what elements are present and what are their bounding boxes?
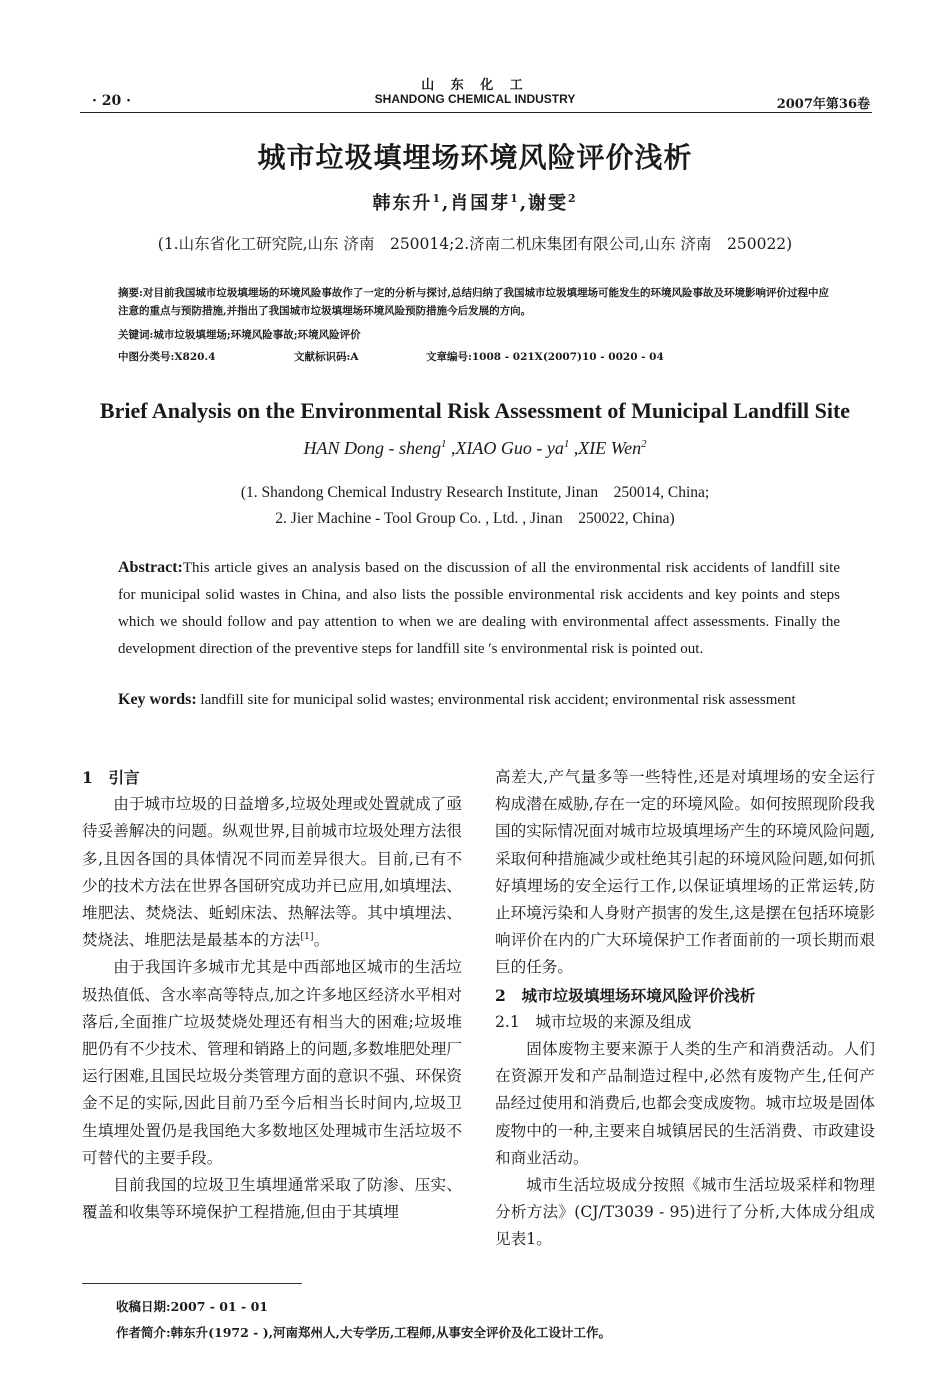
- author-bio: 作者简介:韩东升(1972 - ),河南郑州人,大专学历,工程师,从事安全评价及化工设计工作。: [116, 1325, 612, 1340]
- author-sup: 2: [568, 192, 578, 205]
- section-heading: 2 城市垃圾填埋场环境风险评价浅析: [495, 985, 756, 1005]
- footnote-rule: [82, 1283, 302, 1284]
- author-name: 谢雯: [528, 193, 569, 214]
- paragraph: 由于城市垃圾的日益增多,垃圾处理或处置就成了亟待妥善解决的问题。纵观世界,目前城市垃圾处理方法很多,且因各国的具体情况不同而差异很大。目前,已有不少的技术方法在世界各国研究成功并已应用,如填埋法、堆肥法、焚烧法、蚯蚓床法、热解法等。其中填埋法、焚烧法、堆肥法是最基本的方法[1]。: [82, 795, 462, 950]
- paragraph: 由于我国许多城市尤其是中西部地区城市的生活垃圾热值低、含水率高等特点,加之许多地区经济水平相对落后,全面推广垃圾焚烧处理还有相当大的困难;垃圾堆肥仍有不少技术、管理和销路上的问题,多数堆肥处理厂运行困难,且国民垃圾分类管理方面的意识不强、环保资金不足的实际,因此目前乃至今后相当长时间内,垃圾卫生填埋处置仍是我国绝大多数地区处理城市生活垃圾不可替代的主要手段。: [82, 958, 462, 1167]
- author-sup: 2: [641, 438, 647, 450]
- author-name-en: XIE Wen: [578, 438, 642, 458]
- subsection-heading: 2.1 城市垃圾的来源及组成: [495, 1012, 692, 1031]
- author-name-en: XIAO Guo - ya: [455, 438, 564, 458]
- paragraph: 目前我国的垃圾卫生填埋通常采取了防渗、压实、覆盖和收集等环境保护工程措施,但由于其填埋: [82, 1176, 462, 1222]
- keywords-en: [118, 686, 840, 714]
- affiliation-en-line: (1. Shandong Chemical Industry Research Institute, Jinan 250014, China;: [240, 484, 710, 501]
- citation: [1]: [300, 931, 314, 943]
- affiliation-en-line: 2. Jier Machine - Tool Group Co. , Ltd. , Jinan 250022, China): [275, 510, 675, 527]
- author-sup: 1: [510, 192, 520, 205]
- abstract-cn: [118, 284, 838, 320]
- keywords-cn-text: 城市垃圾填埋场;环境风险事故;环境风险评价: [153, 329, 361, 341]
- journal-name-en: SHANDONG CHEMICAL INDUSTRY: [374, 92, 576, 106]
- author-name: 韩东升: [372, 193, 433, 214]
- affiliation-cn: (1.山东省化工研究院,山东 济南 250014;2.济南二机床集团有限公司,山东 济南 250022): [157, 235, 793, 253]
- abstract-en-text: This article gives an analysis based on the discussion of all the environmental risk accidents of landfill site for municipal solid wastes in China, and also lists the possible environmental risk accidents and key points and steps which we should follow and pay attention to when we are dealing with environmental affect assessments. Finally the development direction of the preventive steps for landfill site ′s environmental risk is pointed out.: [118, 560, 840, 657]
- abstract-en-label: Abstract:: [118, 559, 183, 576]
- author-sup: 1: [563, 438, 570, 450]
- authors-cn: 韩东升$^1$,肖国芽$^1$,谢雯$^2$: [372, 192, 578, 214]
- document-code: 文献标识码:A: [294, 351, 359, 363]
- authors-en: HAN Dong - sheng$^1$ ,XIAO Guo - $ya^1$ ,XIE Wen$^2$: [303, 438, 647, 458]
- page-number: · 20 ·: [92, 93, 131, 109]
- author-sup: 1: [432, 192, 442, 205]
- article-number: 文章编号:1008 - 021X(2007)10 - 0020 - 04: [426, 351, 664, 363]
- author-sup: 1: [440, 438, 447, 450]
- received-date: 收稿日期:2007 - 01 - 01: [116, 1299, 268, 1314]
- author-name: 肖国芽: [450, 193, 511, 214]
- abstract-cn-label: 摘要:: [118, 287, 143, 299]
- keywords-cn-label: 关键词:: [118, 329, 154, 341]
- author-name-en: HAN Dong - sheng: [303, 438, 441, 458]
- body-column-right: [495, 764, 875, 1254]
- section-heading: 1 引言: [82, 768, 140, 787]
- abstract-en: [118, 554, 840, 663]
- keywords-en-label: Key words:: [118, 691, 197, 708]
- paragraph: 固体废物主要来源于人类的生产和消费活动。人们在资源开发和产品制造过程中,必然有废物产生,任何产品经过使用和消费后,也都会变成废物。城市垃圾是固体废物中的一种,主要来自城镇居民的生活消费、市政建设和商业活动。: [495, 1040, 875, 1167]
- keywords-cn: [118, 326, 838, 344]
- article-title-en: Brief Analysis on the Environmental Risk Assessment of Municipal Landfill Site: [99, 398, 851, 423]
- body-column-left: [82, 764, 462, 1226]
- clc-number: 中图分类号:X820.4: [118, 351, 216, 363]
- journal-name-cn: 山 东 化 工: [421, 78, 529, 93]
- volume-info: 2007年第36卷: [776, 97, 870, 112]
- header-rule: [80, 112, 872, 113]
- paragraph: 城市生活垃圾成分按照《城市生活垃圾采样和物理分析方法》(CJ/T3039 - 95)进行了分析,大体成分组成见表1。: [495, 1176, 875, 1249]
- article-title-cn: 城市垃圾填埋场环境风险评价浅析: [257, 141, 693, 174]
- paragraph-continued: 高差大,产气量多等一些特性,还是对填埋场的安全运行构成潜在威胁,存在一定的环境风险。如何按照现阶段我国的实际情况面对城市垃圾填埋场产生的环境风险问题,采取何种措施减少或杜绝其引起的环境风险问题,如何抓好填埋场的安全运行工作,以保证填埋场的正常运转,防止环境污染和人身财产损害的发生,这是摆在包括环境影响评价在内的广大环境保护工作者面前的一项长期而艰巨的任务。: [495, 768, 875, 977]
- abstract-cn-text: 对目前我国城市垃圾填埋场的环境风险事故作了一定的分析与探讨,总结归纳了我国城市垃圾填埋场可能发生的环境风险事故及环境影响评价过程中应注意的重点与预防措施,并指出了我国城市垃圾填埋场环境风险预防措施今后发展的方向。: [118, 287, 830, 317]
- keywords-en-text: landfill site for municipal solid wastes; environmental risk accident; environmental risk assessment: [200, 692, 796, 708]
